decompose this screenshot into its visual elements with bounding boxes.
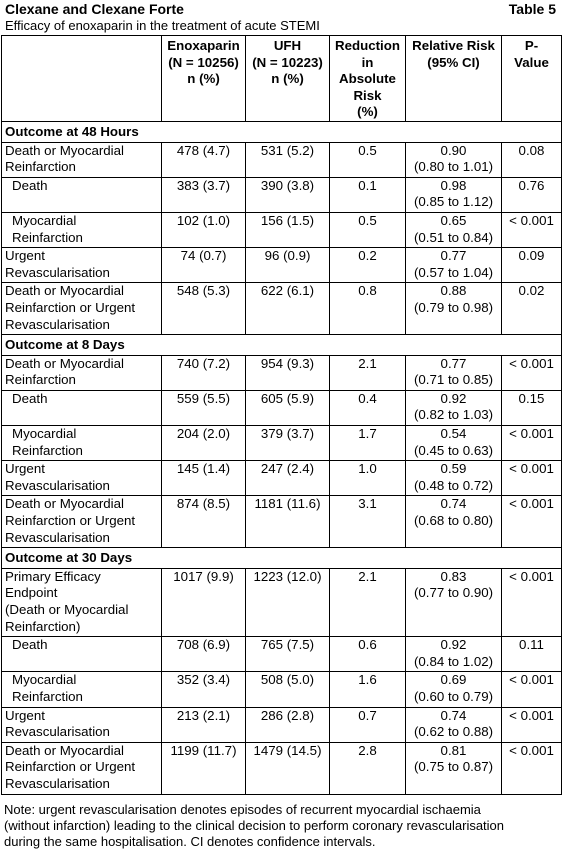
ufh-value: 379 (3.7): [246, 426, 330, 461]
p-value: < 0.001: [502, 461, 562, 496]
table-row: [2, 742, 562, 794]
header-ufh: [246, 36, 330, 122]
table-body: [2, 121, 562, 794]
absolute-risk-reduction: 3.1: [330, 496, 406, 548]
enoxaparin-value: 204 (2.0): [162, 426, 246, 461]
outcome-label-line: Endpoint: [5, 585, 58, 601]
outcome-label-line: Primary Efficacy: [5, 568, 101, 584]
confidence-interval: (0.48 to 0.72): [413, 477, 494, 493]
table-row: [2, 248, 562, 283]
p-value: < 0.001: [502, 672, 562, 707]
p-value: < 0.001: [502, 742, 562, 794]
enoxaparin-value: 383 (3.7): [162, 177, 246, 212]
relative-risk: [406, 283, 502, 335]
confidence-interval: (0.79 to 0.98): [413, 299, 494, 315]
confidence-interval: (0.84 to 1.02): [413, 653, 494, 669]
enoxaparin-value: 74 (0.7): [162, 248, 246, 283]
outcome-label-line: Revascularisation: [5, 264, 110, 280]
table-footnote: [0, 795, 560, 850]
outcome-label-line: Reinfarction: [5, 372, 76, 388]
outcome-label: [2, 212, 162, 247]
header-outcome: [2, 36, 162, 122]
section-row: [2, 121, 562, 142]
confidence-interval: (0.77 to 0.90): [413, 585, 494, 601]
outcome-label-line: Death or Myocardial: [5, 742, 124, 758]
relative-risk-estimate: 0.90: [440, 142, 467, 158]
outcome-label: [2, 248, 162, 283]
relative-risk: [406, 742, 502, 794]
ufh-value: 531 (5.2): [246, 142, 330, 177]
relative-risk: [406, 426, 502, 461]
absolute-risk-reduction: 1.7: [330, 426, 406, 461]
outcome-label-line: Myocardial: [12, 672, 77, 688]
relative-risk: [406, 496, 502, 548]
p-value: 0.76: [502, 177, 562, 212]
p-value: 0.08: [502, 142, 562, 177]
relative-risk: [406, 355, 502, 390]
outcome-label-line: Reinfarction or Urgent: [5, 513, 136, 529]
confidence-interval: (0.45 to 0.63): [413, 442, 494, 458]
p-value: < 0.001: [502, 707, 562, 742]
outcome-label-line: Reinfarction or Urgent: [5, 759, 136, 775]
outcome-label-line: Death: [12, 637, 48, 653]
header-text: Enoxaparin: [167, 38, 240, 53]
relative-risk: [406, 672, 502, 707]
outcome-label-line: Death: [12, 390, 48, 406]
table-row: [2, 568, 562, 636]
ufh-value: 765 (7.5): [246, 637, 330, 672]
section-title: Outcome at 8 Days: [2, 335, 562, 356]
outcome-label-line: Urgent: [5, 248, 45, 264]
table-row: [2, 707, 562, 742]
outcome-label: [2, 426, 162, 461]
relative-risk-estimate: 0.74: [440, 496, 467, 512]
outcome-label-line: Reinfarction: [12, 229, 83, 245]
relative-risk-estimate: 0.59: [440, 461, 467, 477]
relative-risk: [406, 248, 502, 283]
absolute-risk-reduction: 1.0: [330, 461, 406, 496]
title-row: [0, 0, 562, 17]
outcome-label-line: Reinfarction: [5, 159, 76, 175]
outcome-label-line: Revascularisation: [5, 775, 110, 791]
ufh-value: 1479 (14.5): [246, 742, 330, 794]
confidence-interval: (0.75 to 0.87): [413, 759, 494, 775]
enoxaparin-value: 559 (5.5): [162, 390, 246, 425]
header-p-value: [502, 36, 562, 122]
ufh-value: 1223 (12.0): [246, 568, 330, 636]
efficacy-table: [1, 35, 562, 795]
header-text: in: [361, 54, 374, 70]
enoxaparin-value: 1199 (11.7): [162, 742, 246, 794]
confidence-interval: (0.82 to 1.03): [413, 407, 494, 423]
absolute-risk-reduction: 0.7: [330, 707, 406, 742]
table-caption: Efficacy of enoxaparin in the treatment of acute STEMI: [5, 18, 320, 33]
enoxaparin-value: 708 (6.9): [162, 637, 246, 672]
confidence-interval: (0.57 to 1.04): [413, 264, 494, 280]
header-text: Risk: [353, 87, 382, 103]
document-title: Clexane and Clexane Forte: [5, 1, 184, 17]
outcome-label-line: Reinfarction: [12, 442, 83, 458]
enoxaparin-value: 145 (1.4): [162, 461, 246, 496]
header-text: Relative Risk: [412, 38, 495, 53]
section-title: Outcome at 30 Days: [2, 548, 562, 569]
header-text: (N = 10223): [252, 54, 323, 70]
relative-risk-estimate: 0.65: [440, 212, 467, 228]
p-value: 0.11: [502, 637, 562, 672]
enoxaparin-value: 352 (3.4): [162, 672, 246, 707]
outcome-label-line: Reinfarction or Urgent: [5, 299, 136, 315]
section-title: Outcome at 48 Hours: [2, 121, 562, 142]
ufh-value: 156 (1.5): [246, 212, 330, 247]
table-row: [2, 212, 562, 247]
relative-risk-estimate: 0.74: [440, 707, 467, 723]
enoxaparin-value: 213 (2.1): [162, 707, 246, 742]
ufh-value: 390 (3.8): [246, 177, 330, 212]
outcome-label-line: Urgent: [5, 707, 45, 723]
absolute-risk-reduction: 0.4: [330, 390, 406, 425]
ufh-value: 286 (2.8): [246, 707, 330, 742]
absolute-risk-reduction: 0.8: [330, 283, 406, 335]
header-text: (N = 10256): [168, 54, 239, 70]
outcome-label-line: Death or Myocardial: [5, 142, 124, 158]
relative-risk-estimate: 0.98: [440, 177, 467, 193]
header-text: n (%): [271, 71, 304, 87]
relative-risk-estimate: 0.83: [440, 568, 467, 584]
header-reduction: [330, 36, 406, 122]
enoxaparin-value: 478 (4.7): [162, 142, 246, 177]
table-row: [2, 283, 562, 335]
header-enoxaparin: [162, 36, 246, 122]
footnote-line: Note: urgent revascularisation denotes episodes of recurrent myocardial ischaemia: [4, 801, 481, 817]
table-header-row: [2, 36, 562, 122]
confidence-interval: (0.62 to 0.88): [413, 724, 494, 740]
outcome-label: [2, 390, 162, 425]
table-row: [2, 461, 562, 496]
absolute-risk-reduction: 2.1: [330, 568, 406, 636]
outcome-label: [2, 568, 162, 636]
table-row: [2, 496, 562, 548]
header-text: (95% CI): [427, 54, 480, 70]
ufh-value: 622 (6.1): [246, 283, 330, 335]
p-value: < 0.001: [502, 355, 562, 390]
footnote-line: during the same hospitalisation. CI denotes confidence intervals.: [4, 833, 376, 849]
table-number: Table 5: [508, 1, 556, 17]
relative-risk-estimate: 0.92: [440, 637, 467, 653]
relative-risk-estimate: 0.77: [440, 248, 467, 264]
p-value: < 0.001: [502, 426, 562, 461]
outcome-label-line: Myocardial: [12, 212, 77, 228]
p-value: 0.09: [502, 248, 562, 283]
confidence-interval: (0.85 to 1.12): [413, 194, 494, 210]
absolute-risk-reduction: 0.5: [330, 142, 406, 177]
absolute-risk-reduction: 2.1: [330, 355, 406, 390]
header-text: n (%): [187, 71, 220, 87]
enoxaparin-value: 548 (5.3): [162, 283, 246, 335]
ufh-value: 605 (5.9): [246, 390, 330, 425]
outcome-label: [2, 672, 162, 707]
confidence-interval: (0.68 to 0.80): [413, 513, 494, 529]
table-row: [2, 355, 562, 390]
relative-risk-estimate: 0.88: [440, 283, 467, 299]
table-row: [2, 142, 562, 177]
outcome-label: [2, 142, 162, 177]
outcome-label-line: Reinfarction): [5, 618, 81, 634]
relative-risk: [406, 212, 502, 247]
relative-risk: [406, 568, 502, 636]
outcome-label-line: (Death or Myocardial: [5, 602, 129, 617]
absolute-risk-reduction: 1.6: [330, 672, 406, 707]
header-text: P-: [524, 38, 539, 53]
ufh-value: 247 (2.4): [246, 461, 330, 496]
outcome-label-line: Myocardial: [12, 426, 77, 442]
relative-risk: [406, 637, 502, 672]
header-text: Reduction: [334, 38, 400, 53]
relative-risk-estimate: 0.77: [440, 355, 467, 371]
outcome-label-line: Revascularisation: [5, 724, 110, 740]
table-row: [2, 637, 562, 672]
outcome-label-line: Urgent: [5, 461, 45, 477]
header-text: (%): [357, 104, 378, 120]
outcome-label-line: Death or Myocardial: [5, 355, 124, 371]
absolute-risk-reduction: 0.6: [330, 637, 406, 672]
outcome-label: [2, 283, 162, 335]
outcome-label-line: Death: [12, 177, 48, 193]
absolute-risk-reduction: 0.1: [330, 177, 406, 212]
absolute-risk-reduction: 0.2: [330, 248, 406, 283]
relative-risk-estimate: 0.92: [440, 390, 467, 406]
outcome-label: [2, 707, 162, 742]
enoxaparin-value: 874 (8.5): [162, 496, 246, 548]
ufh-value: 508 (5.0): [246, 672, 330, 707]
table-row: [2, 390, 562, 425]
confidence-interval: (0.51 to 0.84): [413, 229, 494, 245]
p-value: < 0.001: [502, 212, 562, 247]
relative-risk: [406, 461, 502, 496]
outcome-label: [2, 461, 162, 496]
outcome-label-line: Revascularisation: [5, 529, 110, 545]
relative-risk-estimate: 0.69: [440, 672, 467, 688]
p-value: < 0.001: [502, 496, 562, 548]
ufh-value: 96 (0.9): [246, 248, 330, 283]
p-value: 0.15: [502, 390, 562, 425]
outcome-label: [2, 355, 162, 390]
outcome-label: [2, 496, 162, 548]
outcome-label-line: Revascularisation: [5, 477, 110, 493]
header-text: Absolute: [339, 71, 396, 87]
section-row: [2, 548, 562, 569]
outcome-label-line: Reinfarction: [12, 688, 83, 704]
header-text: UFH: [273, 38, 302, 53]
enoxaparin-value: 740 (7.2): [162, 355, 246, 390]
table-row: [2, 177, 562, 212]
footnote-line: (without infarction) leading to the clinical decision to perform coronary revascularisation: [4, 817, 505, 833]
p-value: < 0.001: [502, 568, 562, 636]
relative-risk-estimate: 0.81: [440, 742, 467, 758]
header-relative-risk: [406, 36, 502, 122]
p-value: 0.02: [502, 283, 562, 335]
outcome-label: [2, 742, 162, 794]
confidence-interval: (0.71 to 0.85): [413, 372, 494, 388]
ufh-value: 1181 (11.6): [246, 496, 330, 548]
table-row: [2, 426, 562, 461]
absolute-risk-reduction: 2.8: [330, 742, 406, 794]
outcome-label: [2, 177, 162, 212]
outcome-label-line: Revascularisation: [5, 316, 110, 332]
ufh-value: 954 (9.3): [246, 355, 330, 390]
relative-risk: [406, 707, 502, 742]
confidence-interval: (0.60 to 0.79): [413, 688, 494, 704]
enoxaparin-value: 102 (1.0): [162, 212, 246, 247]
enoxaparin-value: 1017 (9.9): [162, 568, 246, 636]
table-row: [2, 672, 562, 707]
absolute-risk-reduction: 0.5: [330, 212, 406, 247]
relative-risk-estimate: 0.54: [440, 426, 467, 442]
outcome-label-line: Death or Myocardial: [5, 283, 124, 299]
header-text: Value: [514, 54, 549, 70]
confidence-interval: (0.80 to 1.01): [413, 159, 494, 175]
relative-risk: [406, 177, 502, 212]
outcome-label-line: Death or Myocardial: [5, 496, 124, 512]
section-row: [2, 335, 562, 356]
relative-risk: [406, 390, 502, 425]
relative-risk: [406, 142, 502, 177]
outcome-label: [2, 637, 162, 672]
